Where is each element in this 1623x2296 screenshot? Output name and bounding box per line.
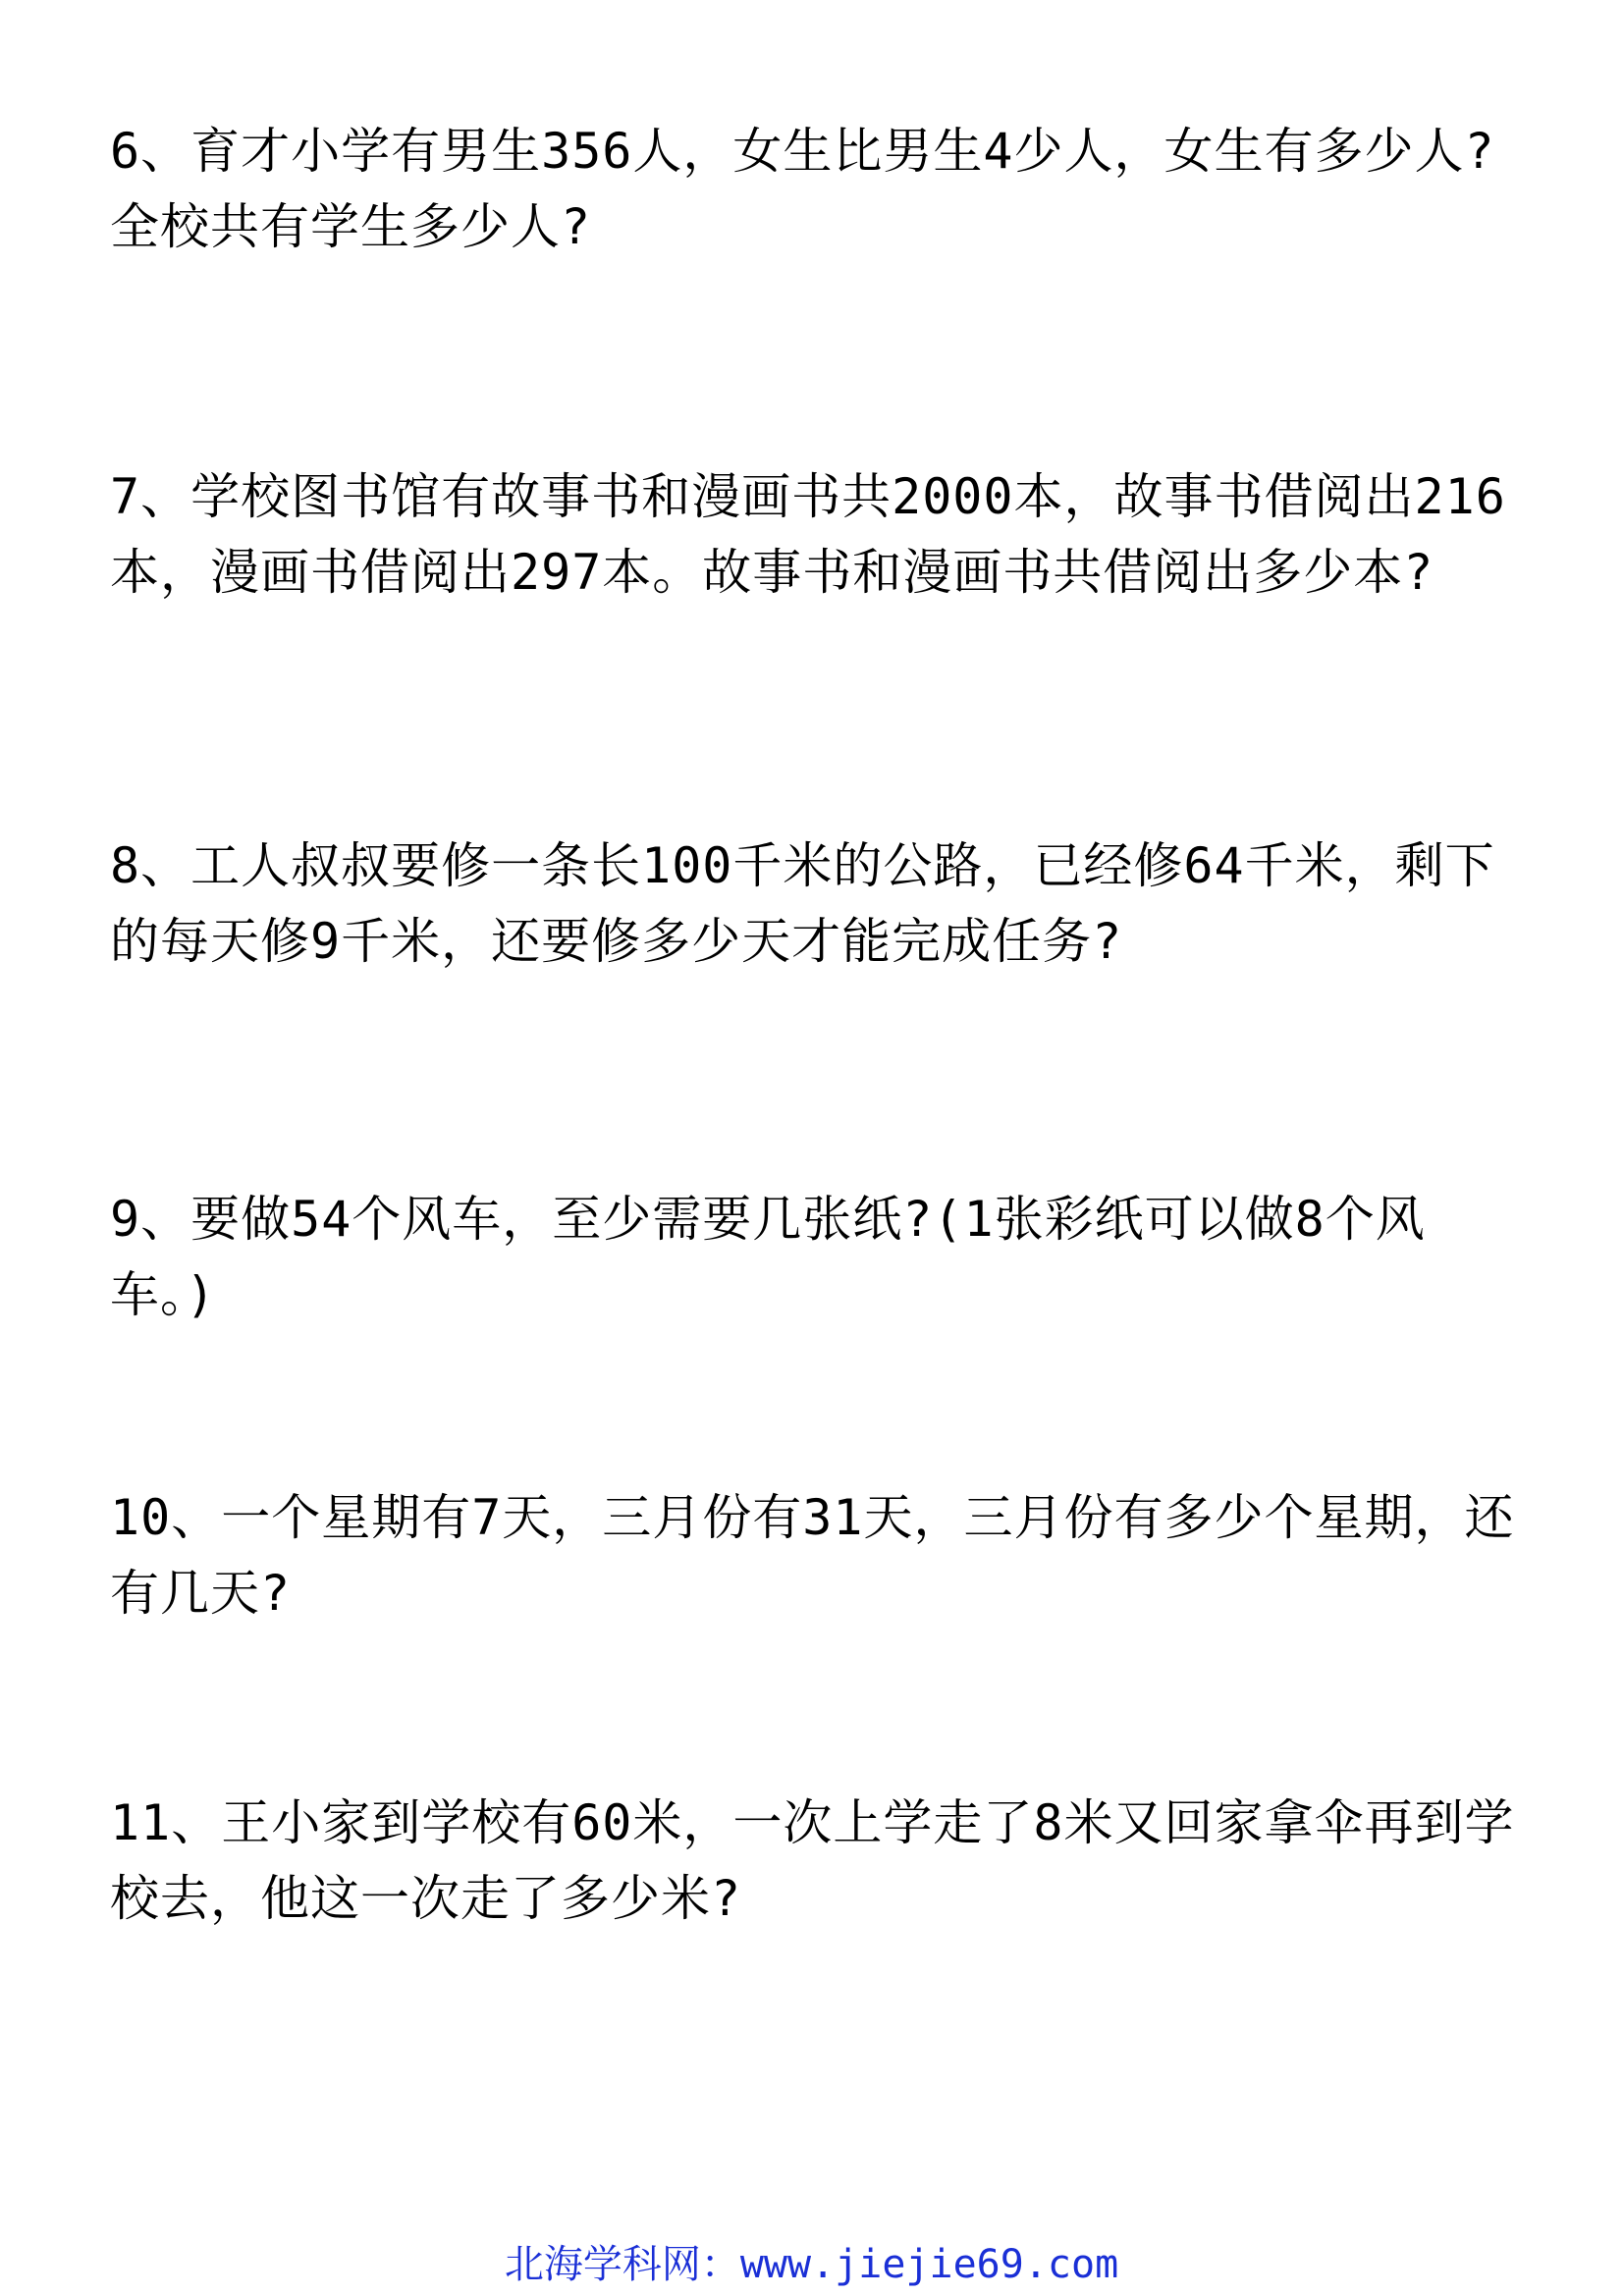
problem-9: 9、要做54个风车，至少需要几张纸?(1张彩纸可以做8个风车。) bbox=[110, 1191, 1426, 1323]
problem-7: 7、学校图书馆有故事书和漫画书共2000本，故事书借阅出216本，漫画书借阅出297本。故事书和漫画书共借阅出多少本? bbox=[110, 468, 1506, 601]
problem-8: 8、工人叔叔要修一条长100千米的公路，已经修64千米，剩下的每天修9千米，还要修多少天才能完成任务? bbox=[110, 837, 1495, 970]
footer-url[interactable]: www.jiejie69.com bbox=[739, 2242, 1119, 2287]
problem-6: 6、育才小学有男生356人，女生比男生4少人，女生有多少人?全校共有学生多少人? bbox=[110, 123, 1495, 255]
problem-10: 10、一个星期有7天，三月份有31天，三月份有多少个星期，还有几天? bbox=[110, 1489, 1515, 1622]
problem-11: 11、王小家到学校有60米，一次上学走了8米又回家拿伞再到学校去，他这一次走了多少米? bbox=[110, 1794, 1515, 1927]
footer-label: 北海学科网： bbox=[504, 2242, 740, 2287]
footer-watermark bbox=[0, 2240, 1623, 2289]
